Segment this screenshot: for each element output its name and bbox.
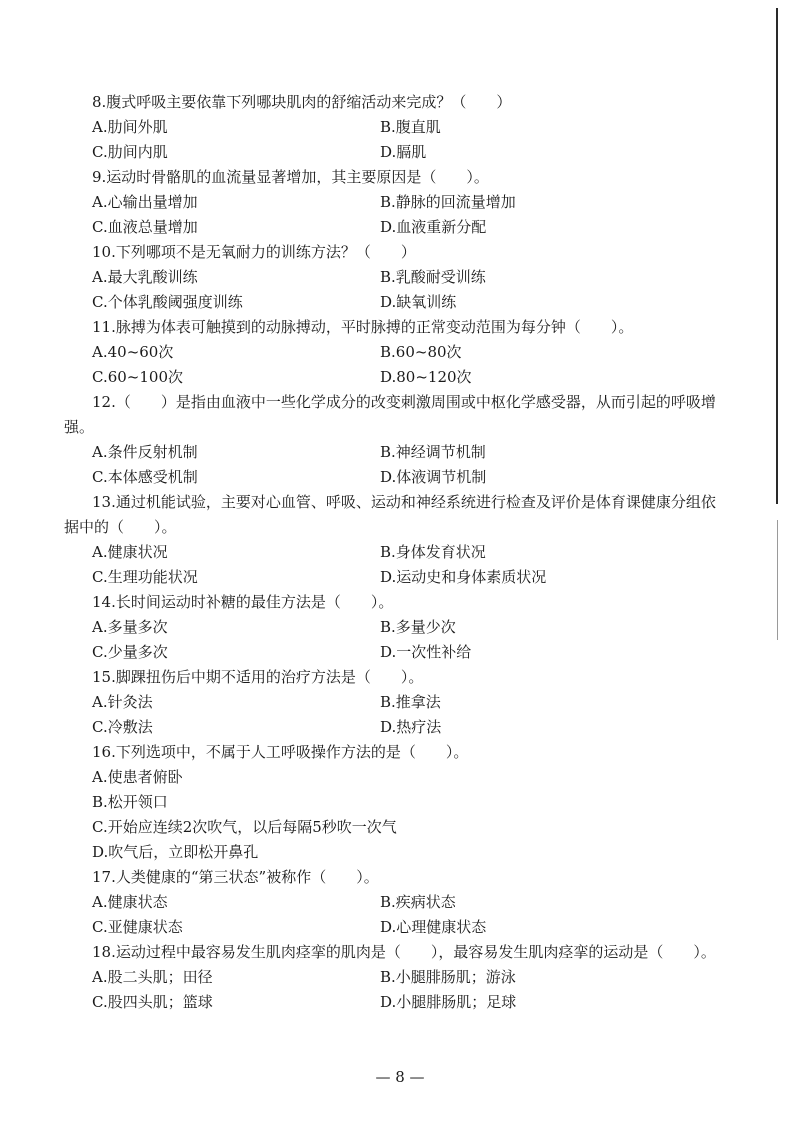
- option-row: [64, 440, 724, 465]
- option: A.最大乳酸训练: [92, 268, 198, 286]
- option: B.身体发育状况: [380, 543, 486, 561]
- option-row: [64, 715, 724, 740]
- question-text: 14.长时间运动时补糖的最佳方法是（ ）。: [92, 593, 394, 611]
- option: D.运动史和身体素质状况: [380, 568, 547, 586]
- question-block: [64, 490, 724, 590]
- option: A.多量多次: [92, 618, 168, 636]
- question-block: [64, 865, 724, 940]
- option-row: [64, 215, 724, 240]
- question-text: 10.下列哪项不是无氧耐力的训练方法？（ ）: [92, 243, 416, 261]
- option-row: [64, 265, 724, 290]
- option: B.疾病状态: [380, 893, 456, 911]
- page-number: — 8 —: [375, 1068, 425, 1086]
- option: D.膈肌: [380, 143, 427, 161]
- option: C.股四头肌；篮球: [92, 993, 213, 1011]
- option-row: [64, 365, 724, 390]
- option: A.肋间外肌: [92, 118, 168, 136]
- option: A.针灸法: [92, 693, 153, 711]
- question-block: [64, 740, 724, 865]
- option: C.本体感受机制: [92, 468, 198, 486]
- option: D.小腿腓肠肌；足球: [380, 993, 517, 1011]
- scan-border-line: [777, 520, 778, 640]
- option: C.血液总量增加: [92, 218, 198, 236]
- option: B.神经调节机制: [380, 443, 486, 461]
- option-row: [64, 565, 724, 590]
- question-text: 9.运动时骨骼肌的血流量显著增加，其主要原因是（ ）。: [92, 168, 489, 186]
- option: B.多量少次: [380, 618, 456, 636]
- question-block: [64, 390, 724, 490]
- option: B.小腿腓肠肌；游泳: [380, 968, 516, 986]
- option-row: [64, 615, 724, 640]
- option-row: [64, 140, 724, 165]
- option: C.60~100次: [92, 368, 183, 386]
- question-block: [64, 240, 724, 315]
- question-text: 11.脉搏为体表可触摸到的动脉搏动，平时脉搏的正常变动范围为每分钟（ ）。: [92, 318, 634, 336]
- option-row: [64, 915, 724, 940]
- option: C.少量多次: [92, 643, 168, 661]
- question-text: 15.脚踝扭伤后中期不适用的治疗方法是（ ）。: [92, 668, 424, 686]
- option: B.静脉的回流量增加: [380, 193, 516, 211]
- option: D.血液重新分配: [380, 218, 487, 236]
- option: C.冷敷法: [92, 718, 153, 736]
- option-row: [64, 465, 724, 490]
- option: A.条件反射机制: [92, 443, 198, 461]
- option: D.体液调节机制: [380, 468, 487, 486]
- option: B.乳酸耐受训练: [380, 268, 486, 286]
- option: A.股二头肌；田径: [92, 968, 213, 986]
- option-row: [64, 540, 724, 565]
- question-text: 18.运动过程中最容易发生肌肉痉挛的肌肉是（ ），最容易发生肌肉痉挛的运动是（ ）。: [92, 943, 716, 961]
- scan-border-line: [776, 8, 778, 504]
- option-row: [64, 640, 724, 665]
- question-block: [64, 315, 724, 390]
- option-row: [64, 340, 724, 365]
- option: B.腹直肌: [380, 118, 441, 136]
- option: C.开始应连续2次吹气，以后每隔5秒吹一次气: [92, 818, 397, 836]
- option: A.健康状态: [92, 893, 168, 911]
- option: D.吹气后，立即松开鼻孔: [92, 843, 259, 861]
- question-list: [64, 90, 724, 1015]
- option: D.80~120次: [380, 368, 472, 386]
- question-text: 12.（ ）是指由血液中一些化学成分的改变刺激周围或中枢化学感受器，从而引起的呼吸增强。: [64, 393, 716, 436]
- option-row: [64, 690, 724, 715]
- option: B.松开领口: [92, 793, 168, 811]
- option: A.40~60次: [92, 343, 174, 361]
- option-row: [64, 190, 724, 215]
- option: A.心输出量增加: [92, 193, 198, 211]
- option: B.推拿法: [380, 693, 441, 711]
- question-text: 8.腹式呼吸主要依靠下列哪块肌肉的舒缩活动来完成？（ ）: [92, 93, 512, 111]
- option: C.生理功能状况: [92, 568, 198, 586]
- option: A.健康状况: [92, 543, 168, 561]
- question-text: 17.人类健康的“第三状态”被称作（ ）。: [92, 868, 379, 886]
- option-row: [64, 890, 724, 915]
- option-row: [64, 965, 724, 990]
- question-block: [64, 665, 724, 740]
- question-text: 13.通过机能试验，主要对心血管、呼吸、运动和神经系统进行检查及评价是体育课健康分组依据中的（ ）。: [64, 493, 716, 536]
- option-row: [64, 290, 724, 315]
- question-block: [64, 940, 724, 1015]
- option-row: [64, 990, 724, 1015]
- option: D.一次性补给: [380, 643, 472, 661]
- option: C.个体乳酸阈强度训练: [92, 293, 243, 311]
- option-row: [64, 115, 724, 140]
- option: B.60~80次: [380, 343, 462, 361]
- option: A.使患者俯卧: [92, 768, 183, 786]
- question-text: 16.下列选项中，不属于人工呼吸操作方法的是（ ）。: [92, 743, 469, 761]
- question-block: [64, 165, 724, 240]
- question-block: [64, 90, 724, 165]
- option: D.心理健康状态: [380, 918, 487, 936]
- question-block: [64, 590, 724, 665]
- option: D.热疗法: [380, 718, 442, 736]
- option: D.缺氧训练: [380, 293, 457, 311]
- option: C.亚健康状态: [92, 918, 183, 936]
- option: C.肋间内肌: [92, 143, 168, 161]
